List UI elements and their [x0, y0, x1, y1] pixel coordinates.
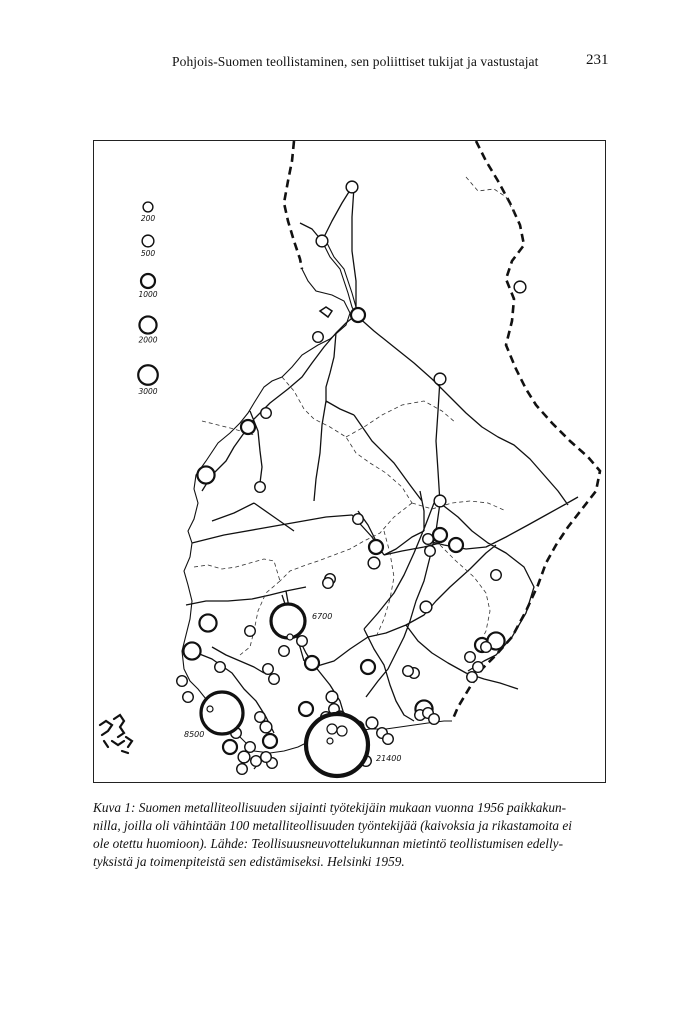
- caption-line: tyksistä ja toimenpiteistä sen edistämiseksi. Helsinki 1959.: [93, 854, 405, 869]
- industrial-centre: [305, 656, 319, 670]
- legend-label-200: 200: [140, 213, 156, 223]
- industrial-centre: [368, 557, 380, 569]
- major-centre-6700: [271, 604, 305, 638]
- industrial-centre: [434, 495, 446, 507]
- tornio-road: [322, 241, 356, 315]
- national-border: [284, 141, 600, 721]
- inner-centre: [327, 724, 337, 734]
- major-centre-label-6700: 6700: [312, 612, 333, 621]
- industrial-centre: [183, 692, 194, 703]
- legend-label-2000: 2000: [138, 335, 158, 345]
- industrial-centre: [269, 674, 280, 685]
- industrial-centre: [260, 721, 272, 733]
- caption-line: nilla, joilla oli vähintään 100 metalliteollisuuden työntekijää (kaivoksia ja rikastamoita ei: [93, 818, 572, 833]
- industrial-centre: [481, 642, 492, 653]
- aland-islands: [100, 715, 132, 753]
- map-canvas: [94, 141, 606, 783]
- inner-centre: [337, 726, 347, 736]
- industrial-centre: [351, 308, 365, 322]
- industrial-centre: [279, 646, 290, 657]
- industrial-centre: [263, 664, 274, 675]
- industrial-centre: [316, 235, 328, 247]
- industrial-centre: [223, 740, 237, 754]
- map-figure: [93, 140, 606, 783]
- industrial-centre: [245, 626, 256, 637]
- industrial-centres: [177, 181, 526, 776]
- main-roads: [186, 187, 578, 769]
- industrial-centre: [297, 636, 308, 647]
- industrial-centre: [449, 538, 463, 552]
- industrial-centre: [261, 408, 272, 419]
- legend: [138, 202, 158, 396]
- caption-line: Kuva 1: Suomen metalliteollisuuden sijainti työtekijäin mukaan vuonna 1956 paikkakun-: [93, 800, 567, 815]
- legend-circle-500: [142, 235, 154, 247]
- industrial-centre: [369, 540, 383, 554]
- industrial-centre: [261, 752, 272, 763]
- major-centre-8500: [201, 692, 243, 734]
- industrial-centre: [255, 482, 266, 493]
- industrial-centre: [465, 652, 476, 663]
- industrial-centre: [237, 764, 248, 775]
- industrial-centre: [366, 717, 378, 729]
- industrial-centre: [467, 672, 478, 683]
- industrial-centre: [251, 756, 262, 767]
- industrial-centre: [423, 534, 434, 545]
- industrial-centre: [241, 420, 255, 434]
- industrial-centre: [255, 712, 266, 723]
- legend-label-500: 500: [140, 248, 156, 258]
- industrial-centre: [429, 714, 440, 725]
- industrial-centre: [199, 614, 216, 631]
- industrial-centre: [433, 528, 447, 542]
- legend-circle-3000: [138, 365, 158, 385]
- industrial-centre: [313, 332, 324, 343]
- industrial-centre: [183, 642, 200, 659]
- industrial-centre: [346, 181, 358, 193]
- industrial-centre: [514, 281, 526, 293]
- industrial-centre: [245, 742, 256, 753]
- industrial-centre: [361, 660, 375, 674]
- industrial-centre: [420, 601, 432, 613]
- industrial-centre: [383, 734, 394, 745]
- industrial-centre: [177, 676, 188, 687]
- industrial-centre: [491, 570, 502, 581]
- inner-centre: [207, 706, 213, 712]
- legend-label-3000: 3000: [138, 386, 158, 396]
- industrial-centre: [353, 514, 364, 525]
- industrial-centre: [473, 662, 484, 673]
- legend-circle-2000: [139, 316, 156, 333]
- figure-caption: [93, 799, 613, 871]
- industrial-centre: [434, 373, 446, 385]
- industrial-centre: [323, 578, 334, 589]
- legend-circle-1000: [141, 274, 155, 288]
- hailuoto-island: [320, 307, 332, 317]
- caption-line: ole otettu huomioon). Lähde: Teollisuusneuvottelukunnan mietintö teollistumisen edelly-: [93, 836, 564, 851]
- running-title: Pohjois-Suomen teollistaminen, sen poliittiset tukijat ja vastustajat: [172, 54, 539, 69]
- inner-centre: [327, 738, 333, 744]
- industrial-centre: [197, 466, 214, 483]
- industrial-centre: [263, 734, 277, 748]
- legend-label-1000: 1000: [138, 289, 158, 299]
- industrial-centre: [299, 702, 313, 716]
- industrial-centre: [215, 662, 226, 673]
- legend-circle-200: [143, 202, 153, 212]
- industrial-centre: [326, 691, 338, 703]
- industrial-centre: [425, 546, 436, 557]
- major-centre-label-8500: 8500: [184, 730, 205, 739]
- page-number: 231: [586, 52, 609, 68]
- major-centre-21400: [306, 714, 368, 776]
- industrial-centre: [403, 666, 414, 677]
- major-centre-label-21400: 21400: [376, 754, 402, 763]
- inner-centre: [287, 634, 293, 640]
- industrial-centre: [238, 751, 250, 763]
